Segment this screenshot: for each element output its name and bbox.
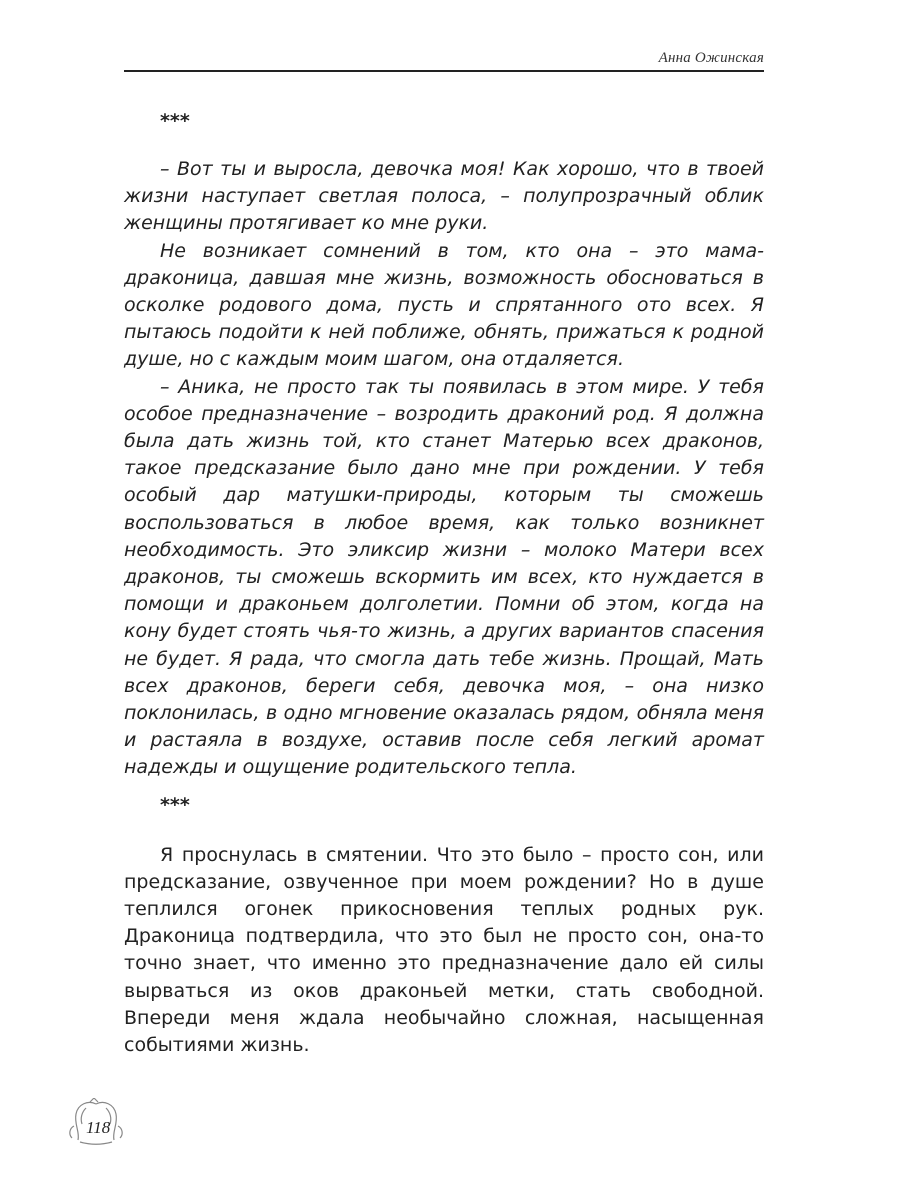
section-separator: *** [160, 793, 190, 816]
running-header [124, 48, 764, 72]
header-author: Анна Ожинская [658, 50, 764, 66]
paragraph: – Вот ты и выросла, девочка моя! Как хорошо, что в твоей жизни наступает светлая полоса, – полупрозрачный облик женщины протягивает ко мне руки. [124, 158, 764, 235]
paragraph: Я проснулась в смятении. Что это было – просто сон, или предсказание, озвученное при моем рождении? Но в душе теплился огонек прикосновения теплых родных рук. Драконица подтвердила, что это был не просто сон, она-то точно знает, что именно это предназначение дало ей силы вырваться из оков драконьей метки, стать свободной. Впереди меня ждала необычайно сложная, насыщенная событиями жизнь. [124, 843, 764, 1057]
section-separator: *** [160, 110, 190, 132]
header-rule [124, 70, 764, 72]
page-number: 118 [86, 1118, 111, 1137]
paragraph: Не возникает сомнений в том, кто она – это мама-драконица, давшая мне жизнь, возможность обосноваться в осколке родового дома, пусть и спрятанного ото всех. Я пытаюсь подойти к ней поближе, обнять, прижаться к родной душе, но с каждым моим шагом, она отдаляется. [124, 239, 764, 371]
page-body [124, 108, 764, 1059]
paragraph: – Аника, не просто так ты появилась в этом мире. У тебя особое предназначение – возродить драконий род. Я должна была дать жизнь той, кто станет Матерью всех драконов, такое предсказание было дано мне при рождении. У тебя особый дар матушки-природы, которым ты сможешь воспользоваться в любое время, как только возникнет необходимость. Это эликсир жизни – молоко Матери всех драконов, ты сможешь вскормить им всех, кто нуждается в помощи и драконьем долголетии. Помни об этом, когда на кону будет стоять чья-то жизнь, а других вариантов спасения не будет. Я рада, что смогла дать тебе жизнь. Прощай, Мать всех драконов, береги себя, девочка моя, – она низко поклонилась, в одно мгновение оказалась рядом, обняла меня и растаяла в воздухе, оставив после себя легкий аромат надежды и ощущение родительского тепла. [124, 375, 764, 779]
